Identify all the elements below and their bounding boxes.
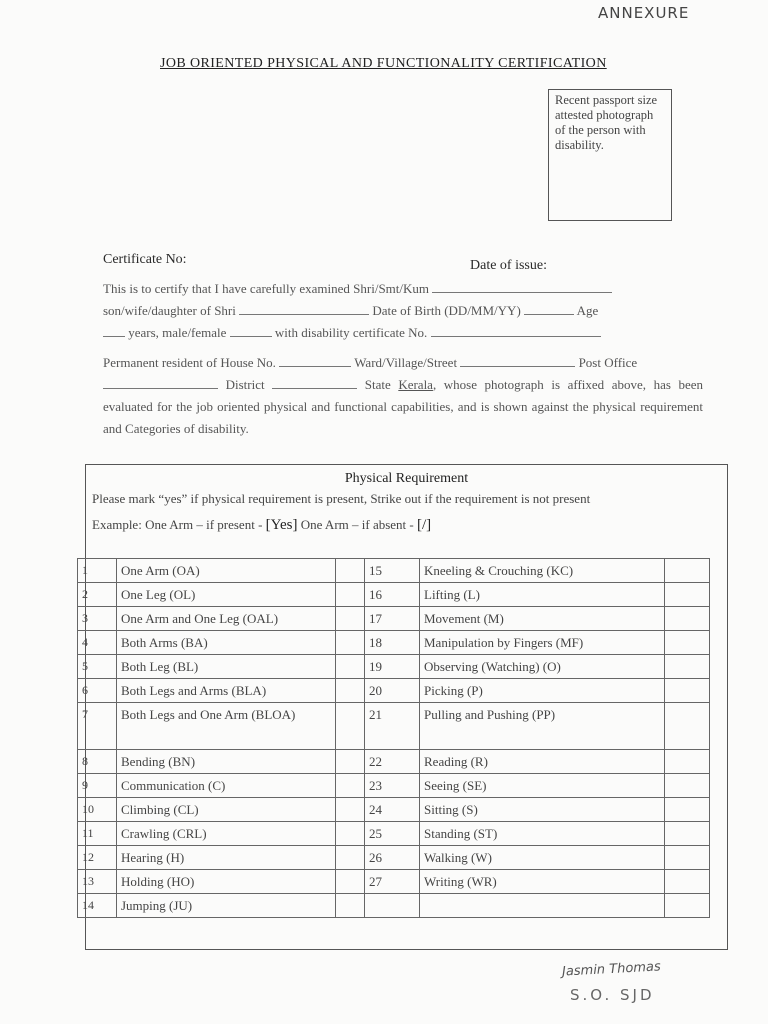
table-row	[78, 774, 710, 798]
row-number: 19	[365, 655, 420, 679]
table-row	[78, 798, 710, 822]
row-number: 22	[365, 750, 420, 774]
requirement-label: Climbing (CL)	[117, 798, 336, 822]
mark-cell[interactable]	[336, 750, 365, 774]
mark-cell[interactable]	[336, 607, 365, 631]
table-row	[78, 655, 710, 679]
body-line3a: years, male/female	[128, 325, 227, 340]
district-field[interactable]	[272, 375, 357, 389]
row-number	[365, 894, 420, 918]
requirement-title: Physical Requirement	[344, 471, 469, 486]
requirement-label: Picking (P)	[420, 679, 665, 703]
mark-cell[interactable]	[665, 631, 710, 655]
requirement-label: Bending (BN)	[117, 750, 336, 774]
row-number: 5	[78, 655, 117, 679]
mark-cell[interactable]	[665, 559, 710, 583]
table-row	[78, 703, 710, 750]
body-line4b: Ward/Village/Street	[354, 355, 458, 370]
row-number: 13	[78, 870, 117, 894]
mark-cell[interactable]	[665, 870, 710, 894]
example-yes: [Yes]	[265, 517, 298, 533]
row-number: 2	[78, 583, 117, 607]
mark-cell[interactable]	[336, 631, 365, 655]
requirement-note: Please mark “yes” if physical requirement is present, Strike out if the requirement is not present	[92, 491, 591, 506]
table-row	[78, 870, 710, 894]
requirement-label: Hearing (H)	[117, 846, 336, 870]
requirements-table	[77, 558, 710, 918]
row-number: 11	[78, 822, 117, 846]
row-number: 9	[78, 774, 117, 798]
row-number: 6	[78, 679, 117, 703]
requirement-label: Crawling (CRL)	[117, 822, 336, 846]
requirement-label: Seeing (SE)	[420, 774, 665, 798]
mark-cell[interactable]	[336, 655, 365, 679]
signature: Jasmin Thomas	[561, 959, 662, 980]
requirement-label: Manipulation by Fingers (MF)	[420, 631, 665, 655]
row-number: 12	[78, 846, 117, 870]
requirement-label: Pulling and Pushing (PP)	[420, 703, 665, 750]
state-kerala: Kerala	[398, 377, 433, 392]
mark-cell[interactable]	[336, 870, 365, 894]
photo-box-text: Recent passport size attested photograph of the person with disability.	[555, 93, 658, 152]
row-number: 17	[365, 607, 420, 631]
certification-paragraph	[103, 278, 703, 440]
mark-cell[interactable]	[665, 655, 710, 679]
row-number: 16	[365, 583, 420, 607]
mark-cell[interactable]	[665, 894, 710, 918]
row-number: 10	[78, 798, 117, 822]
house-no-field[interactable]	[279, 353, 351, 367]
table-row	[78, 679, 710, 703]
gender-field[interactable]	[230, 323, 272, 337]
mark-cell[interactable]	[336, 846, 365, 870]
requirement-label: One Arm (OA)	[117, 559, 336, 583]
row-number: 20	[365, 679, 420, 703]
table-row	[78, 559, 710, 583]
requirement-label: Walking (W)	[420, 846, 665, 870]
name-field[interactable]	[432, 279, 612, 293]
requirement-label: Jumping (JU)	[117, 894, 336, 918]
requirement-label: Both Legs and One Arm (BLOA)	[117, 703, 336, 750]
mark-cell[interactable]	[665, 774, 710, 798]
table-row	[78, 894, 710, 918]
body-line5d: , whose photograph is affixed above, has been evaluated for the job oriented physical and functional capabilities, and is shown against the physical requirement and Categories of disability.	[103, 377, 704, 436]
date-of-issue-label: Date of issue:	[470, 258, 547, 273]
mark-cell[interactable]	[665, 607, 710, 631]
body-line2a: son/wife/daughter of Shri	[103, 303, 236, 318]
requirement-label: Communication (C)	[117, 774, 336, 798]
mark-cell[interactable]	[336, 679, 365, 703]
requirement-label: Both Leg (BL)	[117, 655, 336, 679]
requirement-label: Both Arms (BA)	[117, 631, 336, 655]
mark-cell[interactable]	[665, 703, 710, 750]
mark-cell[interactable]	[665, 679, 710, 703]
row-number: 25	[365, 822, 420, 846]
row-number: 26	[365, 846, 420, 870]
requirement-label: Lifting (L)	[420, 583, 665, 607]
ward-field[interactable]	[460, 353, 575, 367]
example-mid: One Arm – if absent -	[300, 517, 417, 532]
photo-box	[548, 89, 672, 221]
table-row	[78, 583, 710, 607]
table-row	[78, 607, 710, 631]
requirement-label	[420, 894, 665, 918]
row-number: 3	[78, 607, 117, 631]
row-number: 24	[365, 798, 420, 822]
mark-cell[interactable]	[665, 846, 710, 870]
row-number: 23	[365, 774, 420, 798]
post-office-field[interactable]	[103, 375, 218, 389]
disability-cert-field[interactable]	[431, 323, 601, 337]
certificate-no-label: Certificate No:	[103, 252, 187, 267]
annexure-label: ANNEXURE	[598, 4, 690, 22]
body-line2b: Date of Birth (DD/MM/YY)	[372, 303, 521, 318]
row-number: 4	[78, 631, 117, 655]
body-line5a: District	[225, 377, 265, 392]
example-prefix: Example: One Arm – if present -	[92, 517, 266, 532]
row-number: 1	[78, 559, 117, 583]
mark-cell[interactable]	[665, 822, 710, 846]
example-strike: [/]	[417, 517, 432, 533]
mark-cell[interactable]	[336, 822, 365, 846]
requirement-label: One Arm and One Leg (OAL)	[117, 607, 336, 631]
father-name-field[interactable]	[239, 301, 369, 315]
row-number: 18	[365, 631, 420, 655]
row-number: 15	[365, 559, 420, 583]
table-row	[78, 631, 710, 655]
page-title: JOB ORIENTED PHYSICAL AND FUNCTIONALITY CERTIFICATION	[160, 56, 607, 71]
mark-cell[interactable]	[665, 583, 710, 607]
row-number: 8	[78, 750, 117, 774]
mark-cell[interactable]	[336, 798, 365, 822]
requirement-label: Writing (WR)	[420, 870, 665, 894]
requirement-label: Holding (HO)	[117, 870, 336, 894]
requirement-label: Movement (M)	[420, 607, 665, 631]
body-line2d: Age	[576, 303, 599, 318]
requirement-label: Reading (R)	[420, 750, 665, 774]
mark-cell[interactable]	[336, 774, 365, 798]
requirement-label: Sitting (S)	[420, 798, 665, 822]
body-line3b: with disability certificate No.	[274, 325, 428, 340]
requirement-label: Kneeling & Crouching (KC)	[420, 559, 665, 583]
requirement-label: Observing (Watching) (O)	[420, 655, 665, 679]
row-number: 7	[78, 703, 117, 750]
requirement-label: One Leg (OL)	[117, 583, 336, 607]
table-row	[78, 822, 710, 846]
mark-cell[interactable]	[336, 559, 365, 583]
mark-cell[interactable]	[336, 703, 365, 750]
age-field[interactable]	[103, 323, 125, 337]
mark-cell[interactable]	[665, 798, 710, 822]
requirement-label: Standing (ST)	[420, 822, 665, 846]
row-number: 21	[365, 703, 420, 750]
mark-cell[interactable]	[336, 583, 365, 607]
row-number: 27	[365, 870, 420, 894]
dob-field[interactable]	[524, 301, 574, 315]
mark-cell[interactable]	[665, 750, 710, 774]
mark-cell[interactable]	[336, 894, 365, 918]
row-number: 14	[78, 894, 117, 918]
table-row	[78, 846, 710, 870]
body-line5b: State	[364, 377, 391, 392]
signature-title: S.O. SJD	[570, 986, 655, 1004]
requirement-example	[92, 517, 431, 534]
requirement-label: Both Legs and Arms (BLA)	[117, 679, 336, 703]
table-row	[78, 750, 710, 774]
body-line4c: Post Office	[578, 355, 638, 370]
body-line4a: Permanent resident of House No.	[103, 355, 276, 370]
body-line1: This is to certify that I have carefully examined Shri/Smt/Kum	[103, 281, 430, 296]
